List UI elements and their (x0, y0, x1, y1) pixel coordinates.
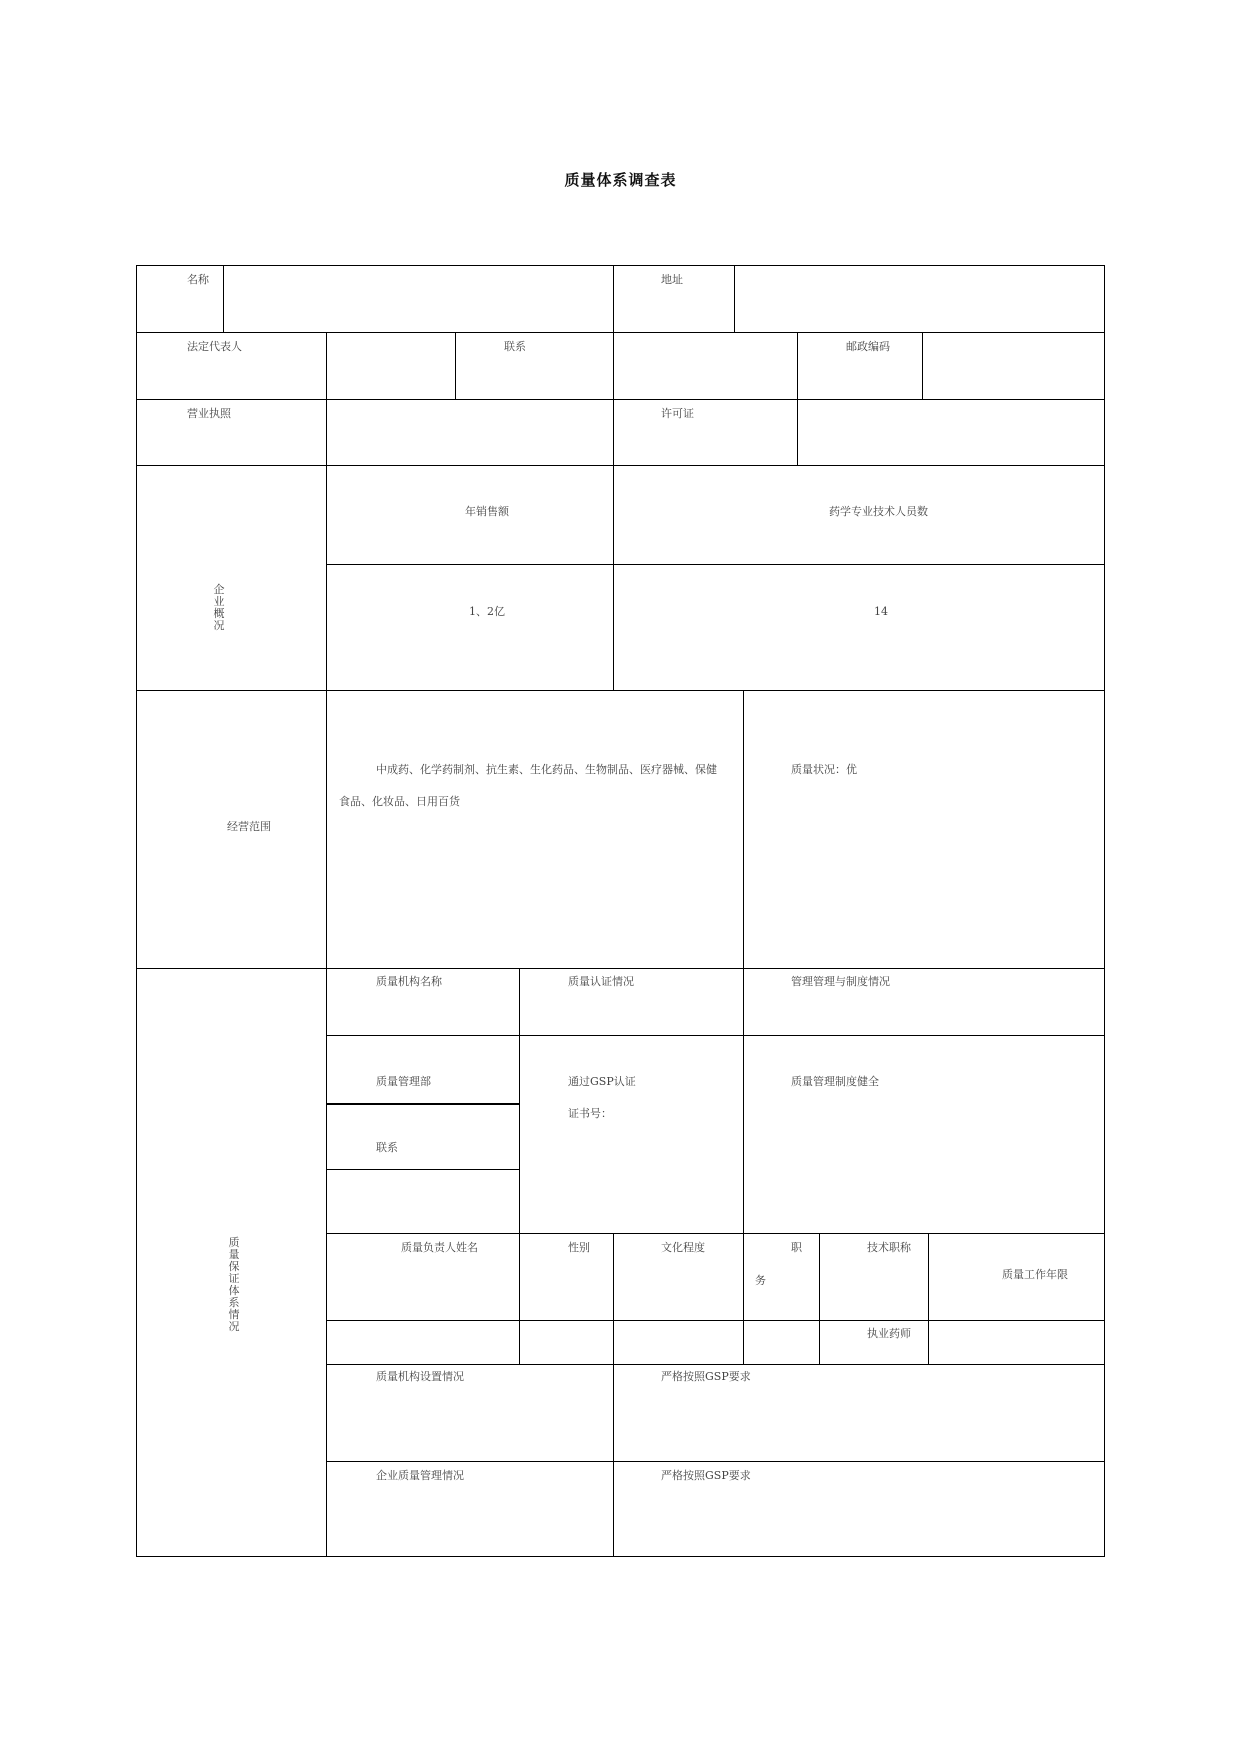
mgmt-system-value: 质量管理制度健全 (791, 1075, 879, 1088)
pharma-staff-value: 14 (874, 605, 888, 618)
licensed-pharmacist: 执业药师 (867, 1327, 911, 1340)
overview-label: 企业概况 (213, 583, 225, 632)
pharma-staff-label: 药学专业技术人员数 (829, 505, 928, 518)
scope-content-line2: 食品、化妆品、日用百货 (339, 795, 460, 808)
mgmt-system-label: 管理管理与制度情况 (791, 975, 890, 988)
position-label-2: 务 (755, 1274, 766, 1287)
tech-title-label: 技术职称 (867, 1241, 911, 1254)
org-name-value: 质量管理部 (376, 1075, 431, 1088)
org-name-label: 质量机构名称 (376, 975, 442, 988)
postcode-label: 邮政编码 (846, 340, 890, 353)
org-setup-value: 严格按照GSP要求 (661, 1370, 751, 1383)
page-title: 质量体系调查表 (564, 171, 677, 189)
org-setup-label: 质量机构设置情况 (376, 1370, 464, 1383)
address-label: 地址 (661, 273, 683, 286)
qa-section-label: 质量保证体系情况 (228, 1236, 240, 1333)
scope-content-line1: 中成药、化学药制剂、抗生素、生化药品、生物制品、医疗器械、保健 (376, 763, 717, 776)
enterprise-mgmt-value: 严格按照GSP要求 (661, 1469, 751, 1482)
annual-sales-value: 1、2亿 (469, 605, 505, 618)
education-label: 文化程度 (661, 1241, 705, 1254)
cert-value-line1: 通过GSP认证 (568, 1075, 636, 1088)
position-label-1: 职 (791, 1241, 802, 1254)
name-label: 名称 (187, 273, 209, 286)
work-years-label: 质量工作年限 (1002, 1268, 1068, 1281)
business-license-label: 营业执照 (187, 407, 231, 420)
head-name-label: 质量负责人姓名 (401, 1241, 478, 1254)
quality-status: 质量状况：优 (791, 763, 857, 776)
annual-sales-label: 年销售额 (465, 505, 509, 518)
contact-label: 联系 (504, 340, 526, 353)
gender-label: 性别 (568, 1241, 590, 1254)
permit-label: 许可证 (661, 407, 694, 420)
cert-status-label: 质量认证情况 (568, 975, 634, 988)
scope-label: 经营范围 (227, 820, 271, 833)
enterprise-mgmt-label: 企业质量管理情况 (376, 1469, 464, 1482)
legal-rep-label: 法定代表人 (187, 340, 242, 353)
qa-contact-label: 联系 (376, 1141, 398, 1154)
cert-value-line2: 证书号： (568, 1107, 612, 1120)
